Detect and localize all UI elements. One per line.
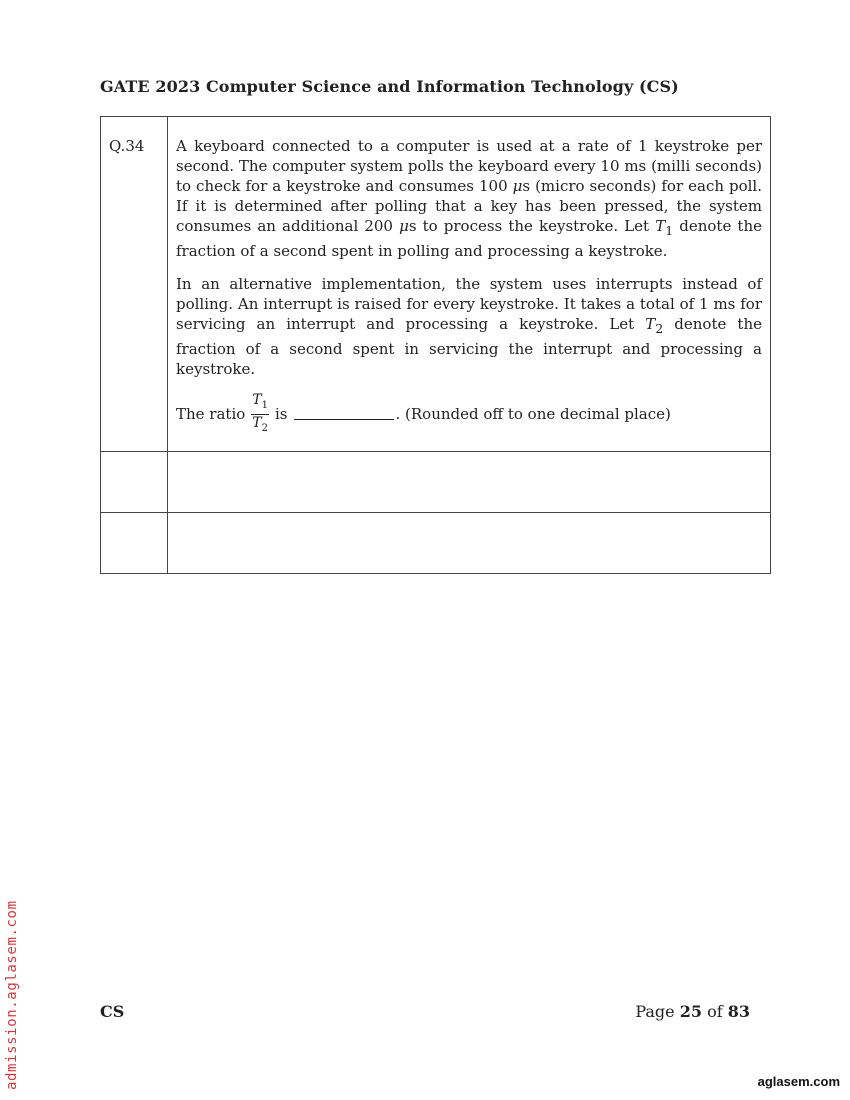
fraction-denominator bbox=[252, 415, 268, 437]
page-num: 25 bbox=[679, 1002, 702, 1021]
empty-body-cell bbox=[168, 452, 770, 512]
footer-subject: CS bbox=[100, 1002, 125, 1021]
answer-blank[interactable] bbox=[294, 409, 394, 420]
question-body bbox=[168, 117, 770, 451]
empty-body-cell bbox=[168, 513, 770, 573]
variable-t: T bbox=[655, 217, 666, 235]
brand-logo[interactable]: aglasem.com bbox=[757, 1074, 840, 1089]
text: s to process the keystroke. Let bbox=[408, 217, 656, 235]
ratio-fraction bbox=[251, 392, 269, 437]
variable-t: T bbox=[645, 315, 656, 333]
question-paragraph-2 bbox=[176, 274, 762, 379]
empty-number-cell bbox=[101, 452, 168, 512]
page-total: 83 bbox=[727, 1002, 750, 1021]
empty-row bbox=[101, 513, 770, 573]
page-title: GATE 2023 Computer Science and Information Technology (CS) bbox=[100, 77, 679, 96]
numerator-var: T bbox=[252, 392, 262, 408]
ratio-line bbox=[176, 392, 762, 437]
text: s (micro seconds) for each poll. If it is determined after polling that a key has been pressed, the system consumes an additional 200 bbox=[176, 177, 763, 235]
text: denote the fraction of a second spent in polling and processing a keystroke. bbox=[176, 217, 762, 260]
question-table bbox=[100, 116, 771, 574]
denominator-sub: 2 bbox=[261, 422, 268, 434]
text: denote the fraction of a second spent in servicing the interrupt and processing a keystroke. bbox=[176, 315, 762, 378]
subscript: 2 bbox=[655, 321, 664, 336]
ratio-suffix: . (Rounded off to one decimal place) bbox=[395, 405, 671, 424]
empty-number-cell bbox=[101, 513, 168, 573]
ratio-is: is bbox=[275, 405, 288, 424]
question-paragraph-1 bbox=[176, 136, 762, 261]
question-row bbox=[101, 117, 770, 452]
mu-symbol: μ bbox=[512, 177, 523, 195]
watermark: admission.aglasem.com bbox=[4, 900, 20, 1090]
ratio-prefix: The ratio bbox=[176, 405, 246, 424]
mu-symbol: μ bbox=[399, 217, 409, 235]
text: In an alternative implementation, the system uses interrupts instead of polling. An interrupt is raised for every keystroke. It takes a total of 1 ms for servicing an interrupt and processing a keystroke. Let bbox=[176, 275, 762, 333]
text: A keyboard connected to a computer is used at a rate of 1 keystroke per second. The computer system polls the keyboard every 10 ms (milli seconds) to check for a keystroke and consumes 100 bbox=[176, 137, 762, 195]
numerator-sub: 1 bbox=[261, 399, 268, 411]
page-word: Page bbox=[635, 1002, 675, 1021]
subscript: 1 bbox=[665, 223, 674, 238]
empty-row bbox=[101, 452, 770, 513]
footer-page-number bbox=[635, 1002, 750, 1021]
fraction-numerator bbox=[251, 392, 269, 415]
question-number: Q.34 bbox=[101, 117, 168, 451]
denominator-var: T bbox=[252, 414, 262, 431]
of-word: of bbox=[707, 1002, 723, 1021]
